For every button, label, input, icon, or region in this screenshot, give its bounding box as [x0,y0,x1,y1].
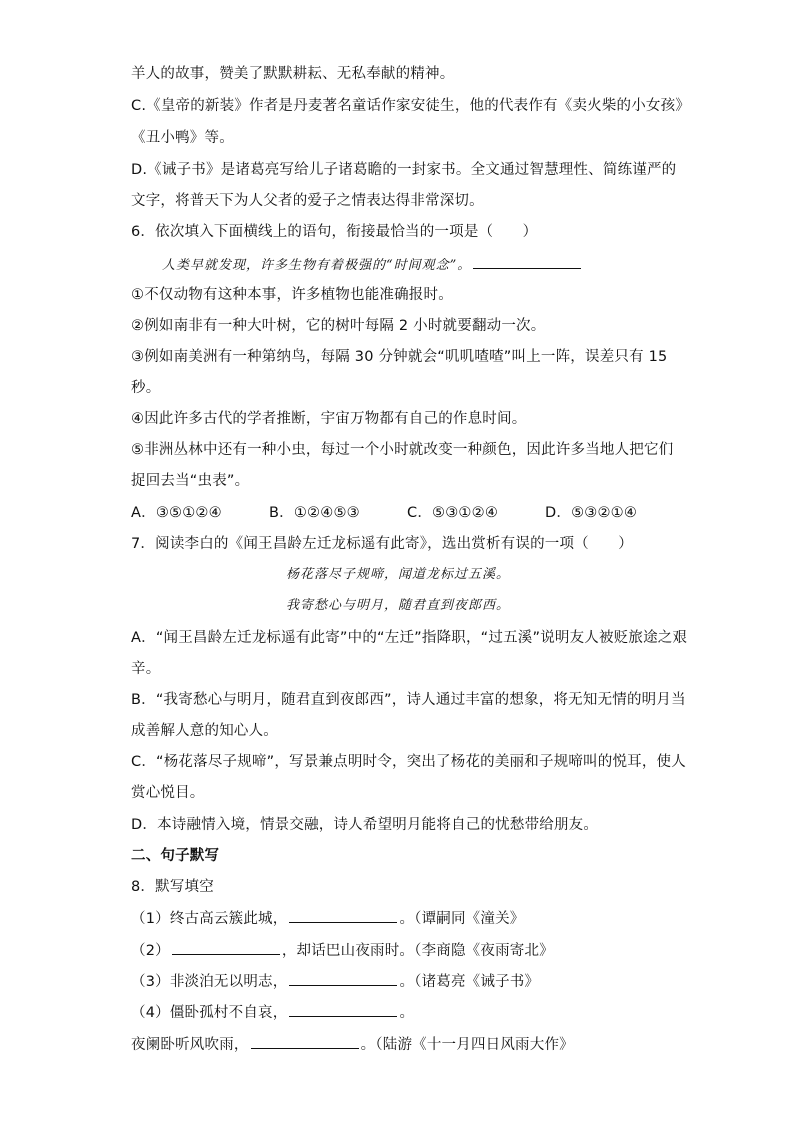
fill-item-3: （3）非淡泊无以明志， 。（诸葛亮《诫子书》 [131,971,539,992]
poem-line-1: 杨花落尽子规啼，闻道龙标过五溪。 [286,567,511,582]
text-line: 捉回去当“虫表”。 [131,473,250,489]
text-line: 成善解人意的知心人。 [131,723,278,739]
sentence-1: ①不仅动物有这种本事，许多植物也能准确报时。 [131,287,453,303]
sentence-5: ⑤非洲丛林中还有一种小虫，每过一个小时就改变一种颜色，因此许多当地人把它们 [131,442,674,458]
question-6-stem: 6．依次填入下面横线上的语句，衔接最恰当的一项是（ ） [131,224,538,240]
text-line: 《丑小鸭》等。 [131,130,234,146]
question-7-stem: 7．阅读李白的《闻王昌龄左迁龙标遥有此寄》，选出赏析有误的一项（ ） [131,536,633,552]
answer-blank[interactable] [289,908,397,923]
sentence-3: ③例如南美洲有一种第纳鸟，每隔 30 分钟就会“叽叽喳喳”叫上一阵，误差只有 15 [131,349,668,365]
section-title: 二、句子默写 [131,848,220,864]
fill-item-4-continued: 夜阑卧听风吹雨， 。（陆游《十一月四日风雨大作》 [131,1034,574,1055]
text-line: 羊人的故事，赞美了默默耕耘、无私奉献的精神。 [131,66,455,82]
text-line: 文字，将普天下为人父者的爱子之情表达得非常深切。 [131,193,484,209]
option-d[interactable]: D．⑤③②①④ [545,505,638,521]
sentence-4: ④因此许多古代的学者推断，宇宙万物都有自己的作息时间。 [131,411,527,427]
text-line: 辛。 [131,661,161,677]
fill-item-2: （2） ，却话巴山夜雨时。（李商隐《夜雨寄北》 [131,940,554,961]
option-b-text: B．“我寄愁心与明月，随君直到夜郎西”，诗人通过丰富的想象，将无知无情的明月当 [131,692,686,708]
question-8-stem: 8．默写填空 [131,879,214,895]
option-d-text: D．本诗融情入境，情景交融，诗人希望明月能将自己的忧愁带给朋友。 [131,817,599,833]
option-c-text: C.《皇帝的新装》作者是丹麦著名童话作家安徒生，他的代表作有《卖火柴的小女孩》 [131,98,691,114]
text-line: 赏心悦目。 [131,785,205,801]
question-6-options [131,503,637,523]
answer-blank[interactable] [289,971,397,986]
answer-blank[interactable] [172,940,280,955]
option-c[interactable]: C．⑤③①②④ [407,505,499,521]
answer-blank[interactable] [473,254,581,269]
sentence-2: ②例如南非有一种大叶树，它的树叶每隔 2 小时就要翻动一次。 [131,318,546,334]
fill-item-1: （1）终古高云簇此城， 。（谭嗣同《潼关》 [131,908,525,929]
option-d-text: D.《诫子书》是诸葛亮写给儿子诸葛瞻的一封家书。全文通过智慧理性、简练谨严的 [131,162,677,178]
fill-item-4: （4）僵卧孤村不自哀， 。 [131,1002,414,1023]
poem-line-2: 我寄愁心与明月，随君直到夜郎西。 [286,598,511,613]
text-line: 秒。 [131,380,161,396]
option-a[interactable]: A．③⑤①②④ [131,505,222,521]
option-c-text: C．“杨花落尽子规啼”，写景兼点明时令，突出了杨花的美丽和子规啼叫的悦耳，使人 [131,754,686,770]
question-6-passage: 人类早就发现，许多生物有着极强的“时间观念”。 [162,254,583,276]
answer-blank[interactable] [251,1034,359,1049]
option-a-text: A．“闻王昌龄左迁龙标遥有此寄”中的“左迁”指降职，“过五溪”说明友人被贬旅途之艰 [131,630,688,646]
option-b[interactable]: B．①②④⑤③ [269,505,360,521]
answer-blank[interactable] [289,1002,397,1017]
